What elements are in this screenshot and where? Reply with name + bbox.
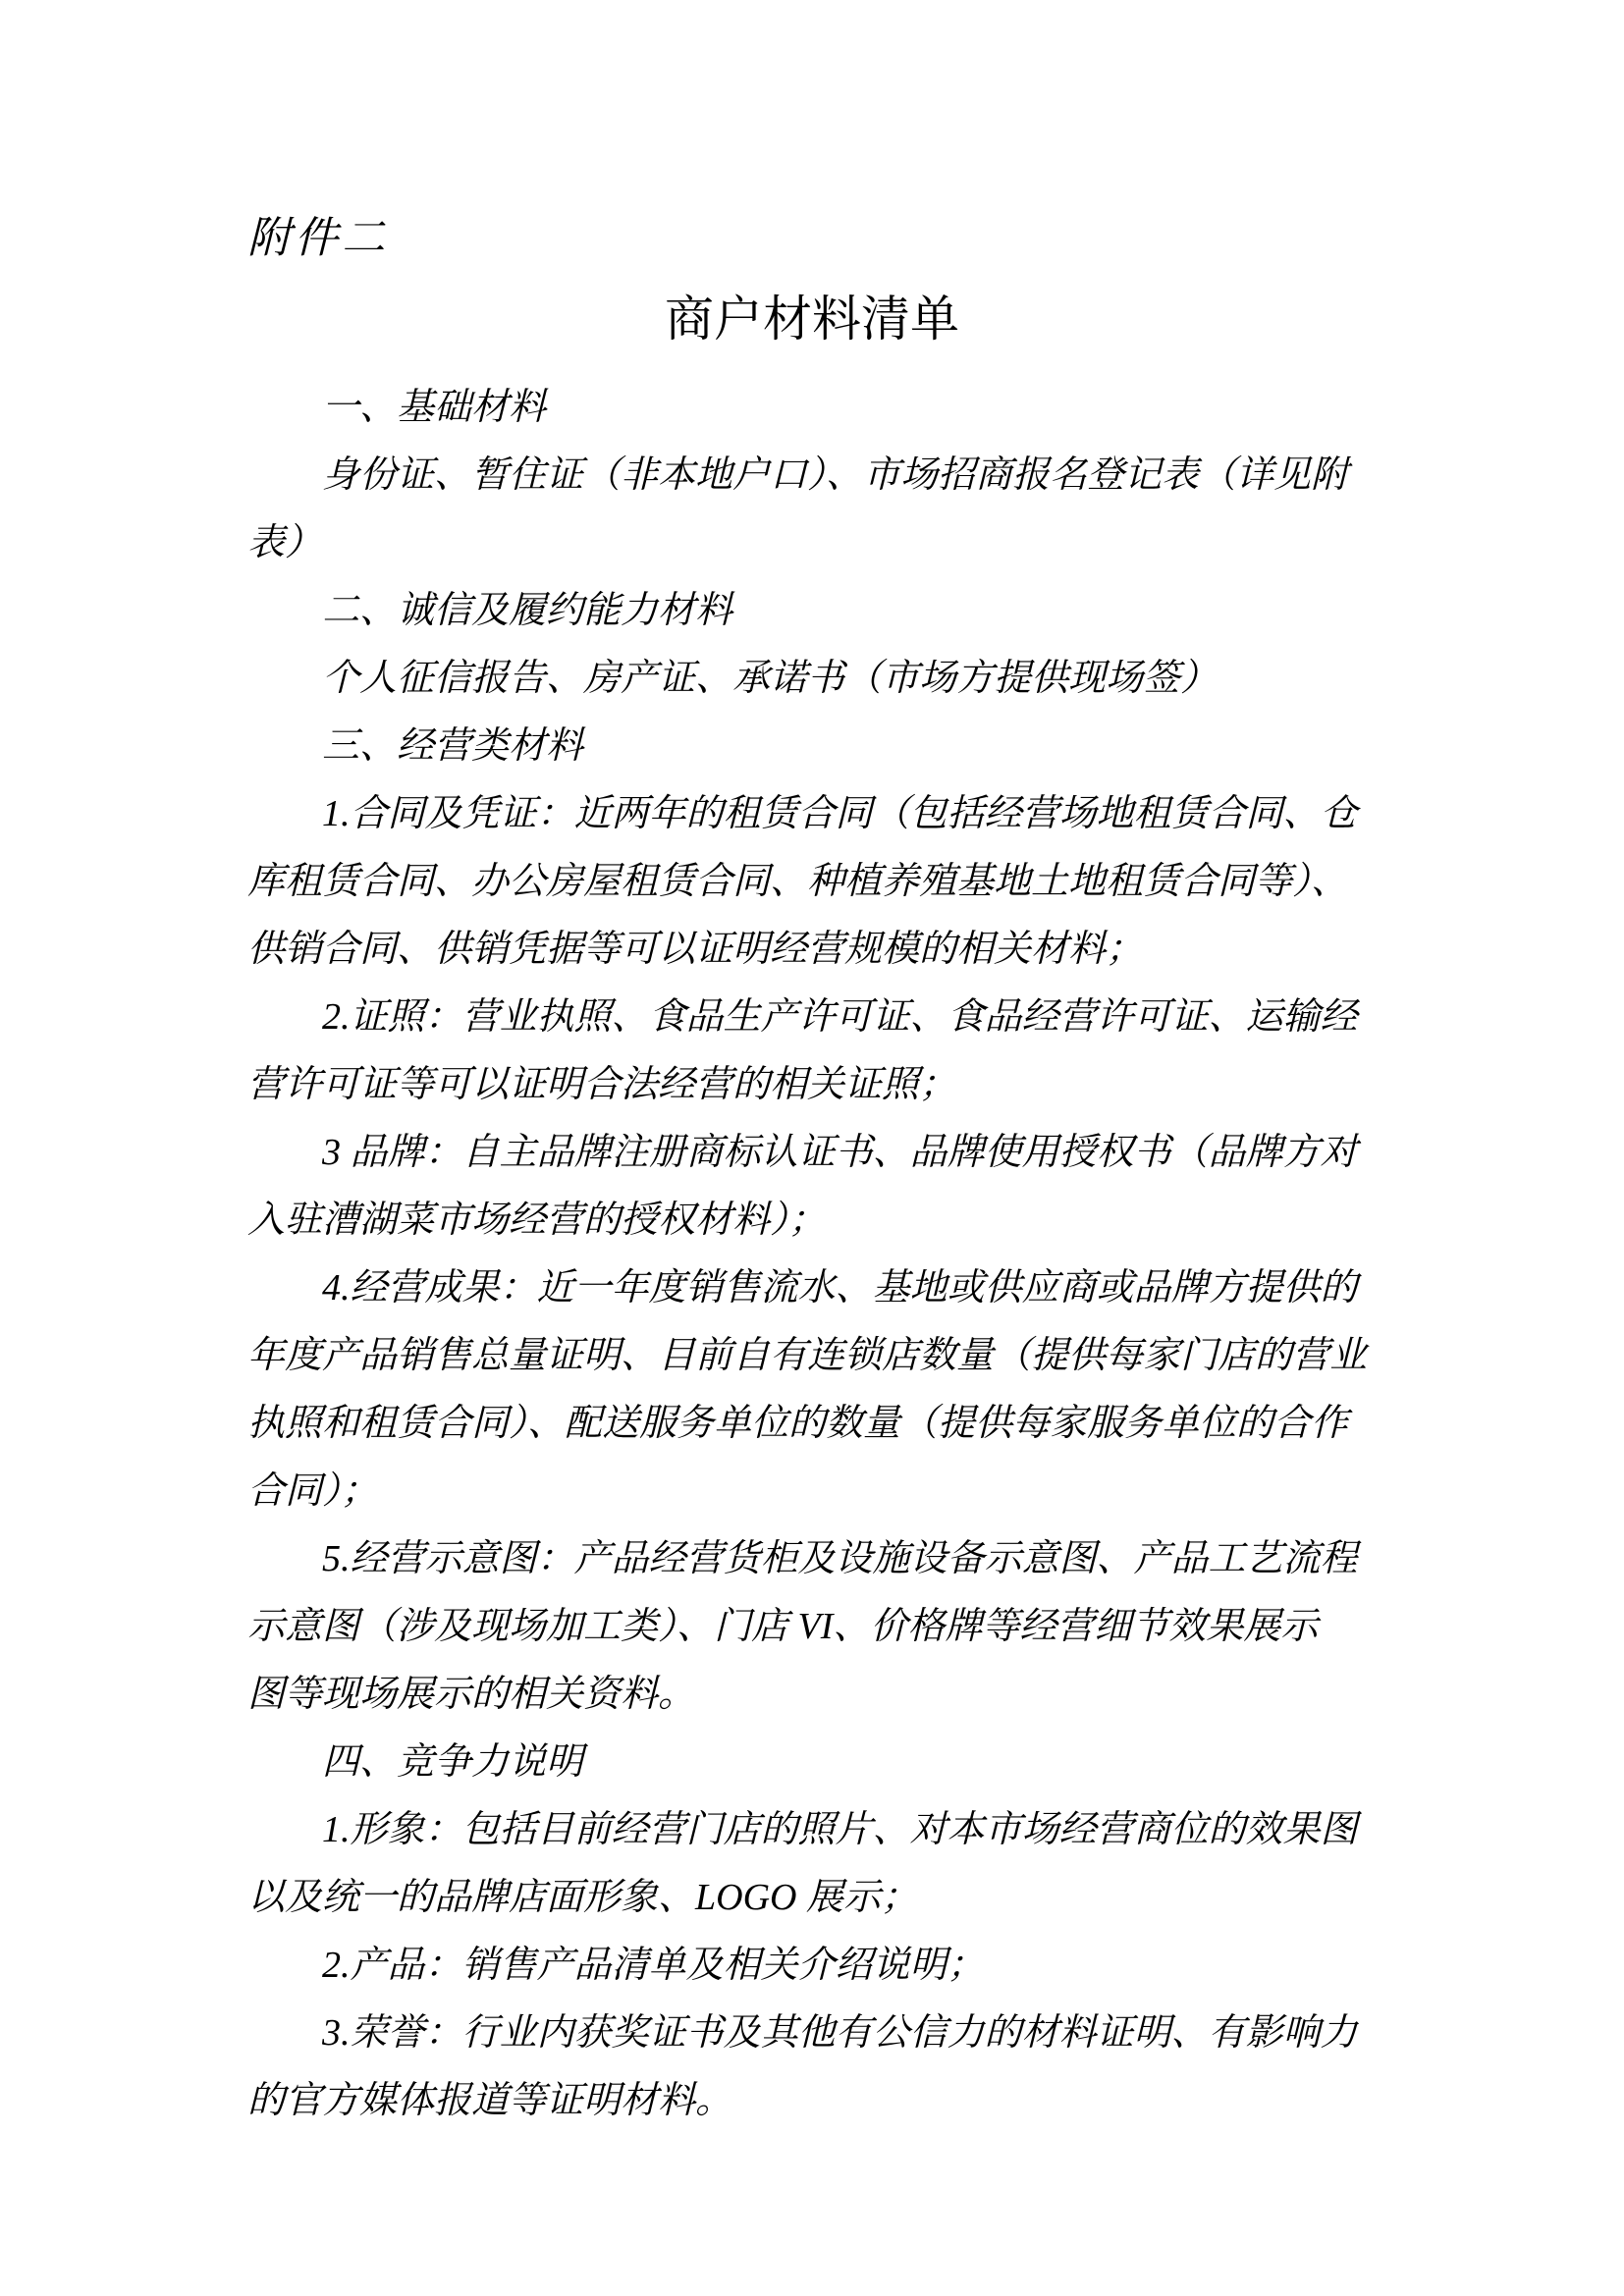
text-line: 执照和租赁合同）、配送服务单位的数量（提供每家服务单位的合作 (247, 1403, 1349, 1444)
text-line: 2.证照：营业执照、食品生产许可证、食品经营许可证、运输经 (322, 996, 1358, 1038)
text-line: 1.合同及凭证：近两年的租赁合同（包括经营场地租赁合同、仓 (322, 793, 1358, 834)
text-line: 三、经营类材料 (322, 725, 584, 767)
text-line: 供销合同、供销凭据等可以证明经营规模的相关材料； (247, 929, 1144, 970)
text-line: 年度产品销售总量证明、目前自有连锁店数量（提供每家门店的营业 (247, 1335, 1368, 1376)
text-line: 图等现场展示的相关资料。 (247, 1674, 696, 1715)
text-line: 的官方媒体报道等证明材料。 (247, 2080, 733, 2121)
text-line: 4.经营成果：近一年度销售流水、基地或供应商或品牌方提供的 (322, 1267, 1358, 1308)
attachment-label: 附件二 (247, 214, 389, 262)
text-line: 2.产品：销售产品清单及相关介绍说明； (322, 1945, 985, 1986)
text-line: 个人征信报告、房产证、承诺书（市场方提供现场签） (322, 658, 1218, 699)
text-line: 1.形象：包括目前经营门店的照片、对本市场经营商位的效果图 (322, 1809, 1358, 1850)
text-line: 表） (247, 522, 323, 563)
text-line: 一、基础材料 (322, 387, 547, 428)
text-line: 合同）； (247, 1470, 379, 1512)
text-line: 四、竞争力说明 (322, 1741, 584, 1783)
text-line: 5.经营示意图：产品经营货柜及设施设备示意图、产品工艺流程 (322, 1538, 1358, 1579)
text-line: 3 品牌：自主品牌注册商标认证书、品牌使用授权书（品牌方对 (322, 1132, 1358, 1173)
text-line: 库租赁合同、办公房屋租赁合同、种植养殖基地土地租赁合同等）、 (247, 861, 1349, 902)
text-line: 二、诚信及履约能力材料 (322, 590, 733, 631)
text-line: 3.荣誉：行业内获奖证书及其他有公信力的材料证明、有影响力 (322, 2012, 1358, 2054)
text-line: 营许可证等可以证明合法经营的相关证照； (247, 1064, 957, 1105)
document-body (247, 374, 1377, 2135)
document-content (247, 204, 1377, 2135)
text-line: 身份证、暂住证（非本地户口）、市场招商报名登记表（详见附 (322, 454, 1349, 496)
text-line: 示意图（涉及现场加工类）、门店 VI、价格牌等经营细节效果展示 (247, 1606, 1319, 1647)
text-line: 入驻漕湖菜市场经营的授权材料）； (247, 1200, 827, 1241)
page-title: 商户材料清单 (665, 292, 959, 347)
text-line: 以及统一的品牌店面形象、LOGO 展示； (247, 1877, 918, 1918)
